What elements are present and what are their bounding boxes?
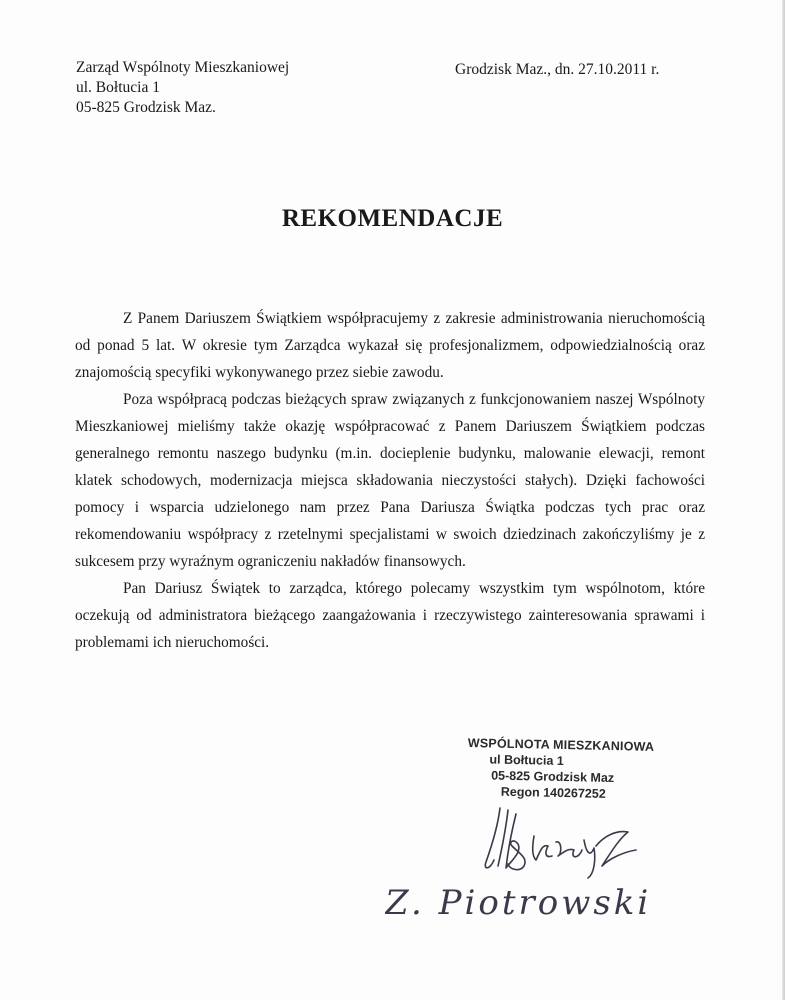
stamp-line-2: ul Bołtucia 1 xyxy=(489,752,564,769)
handwritten-name-text: Z. Piotrowski xyxy=(385,883,652,923)
place-date: Grodzisk Maz., dn. 27.10.2011 r. xyxy=(455,61,660,78)
paragraph-3: Pan Dariusz Świątek to zarządca, którego polecamy wszystkim tym wspólnotom, które oczekują od administratora bieżącego zaangażowania i rzeczywistego zainteresowania sprawami i problemami ich nieruchomości. xyxy=(75,580,705,651)
document-title: REKOMENDACJE xyxy=(281,205,504,232)
letter-body xyxy=(75,305,705,656)
handwritten-name xyxy=(385,872,665,932)
paragraph-1: Z Panem Dariuszem Świątkiem współpracujemy z zakresie administrowania nieruchomością od ponad 5 lat. W okresie tym Zarządca wykazał się profesjonalizmem, odpowiedzialnością oraz znajomością specyfiki wykonywanego przez siebie zawodu. xyxy=(75,310,705,381)
association-stamp xyxy=(467,735,655,803)
sender-address xyxy=(76,58,289,118)
stamp-line-1: WSPÓLNOTA MIESZKANIOWA xyxy=(467,735,655,754)
paragraph-2: Poza współpracą podczas bieżących spraw związanych z funkcjonowaniem naszej Wspólnoty Mieszkaniowej mieliśmy także okazję współpracować z Panem Dariuszem Świątkiem podczas generalnego remontu naszego budynku (m.in. docieplenie budynku, malowanie elewacji, remont klatek schodowych, modernizacja miejsca składowania nieczystości stałych). Dzięki fachowości pomocy i wsparcia udzielonego nam przez Pana Dariusza Świątka podczas tych prac oraz rekomendowaniu współpracy z rzetelnymi specjalistami w swoich dziedzinach zakończyliśmy je z sukcesem przy wyraźnym ograniczeniu nakładów finansowych. xyxy=(75,391,705,570)
sender-line-1: Zarząd Wspólnoty Mieszkaniowej xyxy=(76,59,290,76)
sender-line-3: 05-825 Grodzisk Maz. xyxy=(76,99,216,116)
sender-line-2: ul. Bołtucia 1 xyxy=(76,79,160,96)
stamp-line-3: 05-825 Grodzisk Maz xyxy=(491,768,615,786)
stamp-line-4: Regon 140267252 xyxy=(500,784,606,801)
signature xyxy=(478,800,643,880)
